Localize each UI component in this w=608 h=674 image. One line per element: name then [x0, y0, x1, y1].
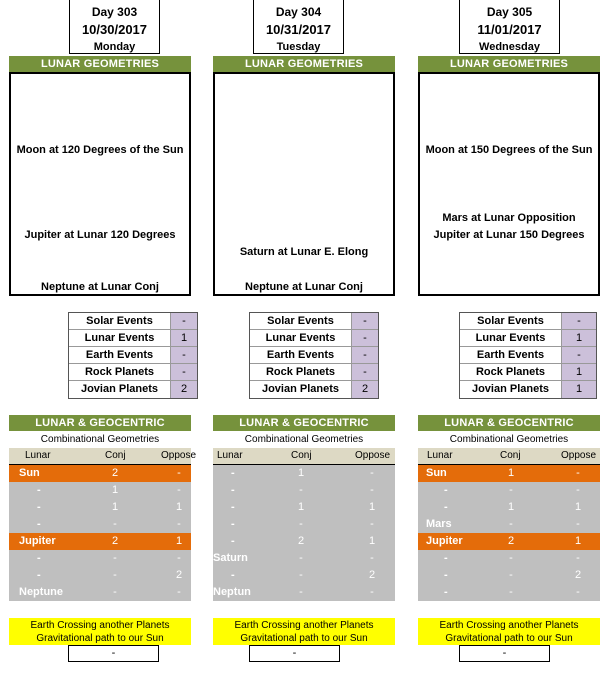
row-label: -	[231, 535, 235, 547]
oppose-value: -	[370, 484, 374, 496]
conj-value: -	[299, 569, 303, 581]
oppose-value: -	[370, 586, 374, 598]
row-label: -	[444, 569, 448, 581]
oppose-value: 2	[175, 569, 183, 581]
earth-crossing-value: -	[68, 645, 159, 662]
geometry-row	[418, 550, 600, 567]
geometry-table-header	[9, 448, 197, 465]
event-value: 1	[561, 330, 596, 346]
event-label: Solar Events	[69, 313, 170, 329]
oppose-value: -	[177, 467, 181, 479]
combinational-subtitle: Combinational Geometries	[40, 434, 160, 445]
row-label: -	[444, 552, 448, 564]
row-label: -	[37, 484, 41, 496]
conj-value: -	[509, 586, 513, 598]
event-value: -	[351, 313, 378, 329]
row-label: Sun	[19, 467, 40, 479]
event-row	[460, 381, 596, 398]
row-label: -	[37, 552, 41, 564]
conj-value: -	[509, 518, 513, 530]
conj-value: -	[509, 569, 513, 581]
row-label: -	[444, 501, 448, 513]
row-label: Jupiter	[426, 535, 463, 547]
column-header-conj: Conj	[105, 450, 126, 461]
event-value: 1	[170, 330, 197, 346]
event-row	[460, 313, 596, 330]
oppose-value: -	[576, 467, 580, 479]
day-number: Day 304	[275, 5, 322, 19]
conj-value: -	[113, 586, 117, 598]
event-value: -	[351, 364, 378, 380]
geometry-row	[9, 516, 191, 533]
oppose-value: -	[177, 484, 181, 496]
oppose-value: -	[370, 552, 374, 564]
oppose-value: 1	[368, 501, 376, 513]
event-label: Earth Events	[250, 347, 351, 363]
lunar-geometries-box	[9, 72, 191, 296]
oppose-value: -	[576, 552, 580, 564]
conj-value: -	[509, 484, 513, 496]
event-label: Rock Planets	[250, 364, 351, 380]
geometry-row	[9, 584, 191, 601]
row-label: -	[37, 518, 41, 530]
event-row	[69, 347, 197, 364]
oppose-value: -	[576, 518, 580, 530]
event-value: -	[170, 313, 197, 329]
event-label: Earth Events	[460, 347, 561, 363]
conj-value: 1	[111, 484, 119, 496]
day-header	[253, 0, 344, 54]
earth-crossing-value: -	[249, 645, 340, 662]
geometry-row	[418, 482, 600, 499]
event-row	[460, 330, 596, 347]
lunar-geocentric-header: LUNAR & GEOCENTRIC	[418, 415, 600, 431]
row-label: -	[231, 569, 235, 581]
row-label: -	[37, 569, 41, 581]
conj-value: -	[113, 518, 117, 530]
geometry-row	[418, 567, 600, 584]
geometry-row	[213, 567, 395, 584]
event-row	[69, 313, 197, 330]
conj-value: -	[299, 552, 303, 564]
conj-value: -	[113, 552, 117, 564]
day-header	[69, 0, 160, 54]
column-header-lunar: Lunar	[25, 450, 51, 461]
geometry-row	[213, 516, 395, 533]
row-label: Neptune	[19, 586, 63, 598]
lunar-geocentric-header: LUNAR & GEOCENTRIC	[213, 415, 395, 431]
oppose-value: 2	[574, 569, 582, 581]
row-label: Sun	[426, 467, 447, 479]
geometry-line: Moon at 120 Degrees of the Sun	[16, 144, 184, 156]
conj-value: -	[299, 518, 303, 530]
conj-value: -	[299, 586, 303, 598]
earth-crossing-note	[9, 618, 191, 645]
oppose-value: 1	[574, 535, 582, 547]
row-label: -	[231, 484, 235, 496]
combinational-subtitle: Combinational Geometries	[244, 434, 364, 445]
conj-value: -	[113, 569, 117, 581]
geometry-grid	[9, 465, 191, 601]
event-value: 1	[561, 364, 596, 380]
geometry-row	[9, 465, 191, 482]
conj-value: 1	[297, 501, 305, 513]
event-value: 2	[170, 381, 197, 398]
event-row	[250, 381, 378, 398]
event-row	[250, 347, 378, 364]
geometry-row	[9, 482, 191, 499]
oppose-value: -	[177, 518, 181, 530]
event-value: -	[561, 313, 596, 329]
day-number: Day 303	[91, 5, 138, 19]
conj-value: -	[509, 552, 513, 564]
geometry-table-header	[418, 448, 600, 465]
geometry-table-header	[213, 448, 395, 465]
row-label: Saturn	[213, 552, 248, 564]
event-value: -	[170, 364, 197, 380]
oppose-value: 1	[368, 535, 376, 547]
geometry-row	[9, 533, 191, 550]
earth-crossing-line1: Earth Crossing another Planets	[439, 620, 579, 631]
event-label: Solar Events	[250, 313, 351, 329]
event-counts-table	[459, 312, 597, 399]
event-value: -	[170, 347, 197, 363]
earth-crossing-line1: Earth Crossing another Planets	[30, 620, 170, 631]
event-label: Earth Events	[69, 347, 170, 363]
column-header-oppose: Oppose	[161, 450, 197, 461]
row-label: -	[231, 518, 235, 530]
event-counts-table	[68, 312, 198, 399]
event-label: Jovian Planets	[460, 381, 561, 398]
conj-value: 1	[507, 501, 515, 513]
event-row	[460, 364, 596, 381]
row-label: -	[231, 467, 235, 479]
day-column-305	[418, 0, 600, 674]
column-header-lunar: Lunar	[427, 450, 453, 461]
geometry-line: Saturn at Lunar E. Elong	[239, 246, 369, 258]
oppose-value: -	[177, 552, 181, 564]
row-label: Mars	[426, 518, 452, 530]
geometry-row	[418, 584, 600, 601]
earth-crossing-line2: Gravitational path to our Sun	[240, 633, 368, 644]
day-date: 10/30/2017	[81, 22, 148, 37]
event-row	[69, 381, 197, 398]
event-label: Lunar Events	[460, 330, 561, 346]
geometry-line: Jupiter at Lunar 150 Degrees	[433, 229, 585, 241]
event-label: Lunar Events	[250, 330, 351, 346]
event-label: Lunar Events	[69, 330, 170, 346]
conj-value: 1	[507, 467, 515, 479]
oppose-value: -	[576, 484, 580, 496]
conj-value: -	[299, 484, 303, 496]
geometry-row	[418, 516, 600, 533]
row-label: -	[444, 586, 448, 598]
geometry-grid	[213, 465, 395, 601]
lunar-geometries-box	[213, 72, 395, 296]
event-row	[250, 330, 378, 347]
conj-value: 2	[507, 535, 515, 547]
oppose-value: -	[576, 586, 580, 598]
geometry-row	[418, 465, 600, 482]
oppose-value: 1	[574, 501, 582, 513]
lunar-geometries-header: LUNAR GEOMETRIES	[418, 56, 600, 72]
earth-crossing-line2: Gravitational path to our Sun	[36, 633, 164, 644]
event-label: Jovian Planets	[69, 381, 170, 398]
row-label: -	[444, 484, 448, 496]
day-weekday: Tuesday	[276, 41, 321, 53]
lunar-geometries-header: LUNAR GEOMETRIES	[213, 56, 395, 72]
geometry-row	[9, 567, 191, 584]
geometry-row	[9, 499, 191, 516]
day-date: 10/31/2017	[265, 22, 332, 37]
conj-value: 1	[297, 467, 305, 479]
lunar-geometries-box	[418, 72, 600, 296]
geometry-row	[213, 499, 395, 516]
combinational-subtitle: Combinational Geometries	[449, 434, 569, 445]
geometry-row	[9, 550, 191, 567]
row-label: Neptun	[213, 586, 251, 598]
geometry-row	[418, 533, 600, 550]
event-value: 2	[351, 381, 378, 398]
earth-crossing-line1: Earth Crossing another Planets	[234, 620, 374, 631]
conj-value: 2	[111, 467, 119, 479]
earth-crossing-value: -	[459, 645, 550, 662]
geometry-line: Neptune at Lunar Conj	[245, 281, 363, 293]
column-header-conj: Conj	[500, 450, 521, 461]
geometry-row	[213, 584, 395, 601]
row-label: Jupiter	[19, 535, 56, 547]
event-row	[250, 313, 378, 330]
geometry-row	[213, 550, 395, 567]
event-label: Rock Planets	[460, 364, 561, 380]
event-row	[69, 364, 197, 381]
earth-crossing-line2: Gravitational path to our Sun	[445, 633, 573, 644]
oppose-value: 1	[175, 501, 183, 513]
day-column-303	[9, 0, 197, 674]
earth-crossing-note	[418, 618, 600, 645]
earth-crossing-note	[213, 618, 395, 645]
event-row	[460, 347, 596, 364]
oppose-value: -	[370, 467, 374, 479]
column-header-oppose: Oppose	[561, 450, 597, 461]
geometry-row	[213, 533, 395, 550]
day-date: 11/01/2017	[477, 22, 542, 37]
event-value: -	[351, 347, 378, 363]
event-value: -	[561, 347, 596, 363]
event-label: Rock Planets	[69, 364, 170, 380]
conj-value: 2	[111, 535, 119, 547]
lunar-geometries-header: LUNAR GEOMETRIES	[9, 56, 191, 72]
event-value: 1	[561, 381, 596, 398]
event-counts-table	[249, 312, 379, 399]
conj-value: 2	[297, 535, 305, 547]
event-value: -	[351, 330, 378, 346]
day-weekday: Wednesday	[479, 41, 540, 53]
day-number: Day 305	[486, 5, 533, 19]
oppose-value: -	[370, 518, 374, 530]
day-weekday: Monday	[93, 41, 136, 53]
geometry-line: Jupiter at Lunar 120 Degrees	[24, 229, 176, 241]
lunar-geocentric-header: LUNAR & GEOCENTRIC	[9, 415, 191, 431]
conj-value: 1	[111, 501, 119, 513]
event-label: Solar Events	[460, 313, 561, 329]
event-row	[250, 364, 378, 381]
day-header	[459, 0, 560, 54]
event-label: Jovian Planets	[250, 381, 351, 398]
geometry-row	[213, 465, 395, 482]
geometry-row	[213, 482, 395, 499]
event-row	[69, 330, 197, 347]
oppose-value: 1	[175, 535, 183, 547]
column-header-oppose: Oppose	[355, 450, 391, 461]
geometry-line: Mars at Lunar Opposition	[442, 212, 576, 224]
geometry-line: Neptune at Lunar Conj	[41, 281, 159, 293]
column-header-lunar: Lunar	[217, 450, 243, 461]
geometry-row	[418, 499, 600, 516]
row-label: -	[231, 501, 235, 513]
row-label: -	[37, 501, 41, 513]
column-header-conj: Conj	[291, 450, 312, 461]
geometry-grid	[418, 465, 600, 601]
geometry-line: Moon at 150 Degrees of the Sun	[425, 144, 593, 156]
oppose-value: -	[177, 586, 181, 598]
oppose-value: 2	[368, 569, 376, 581]
day-column-304	[213, 0, 395, 674]
